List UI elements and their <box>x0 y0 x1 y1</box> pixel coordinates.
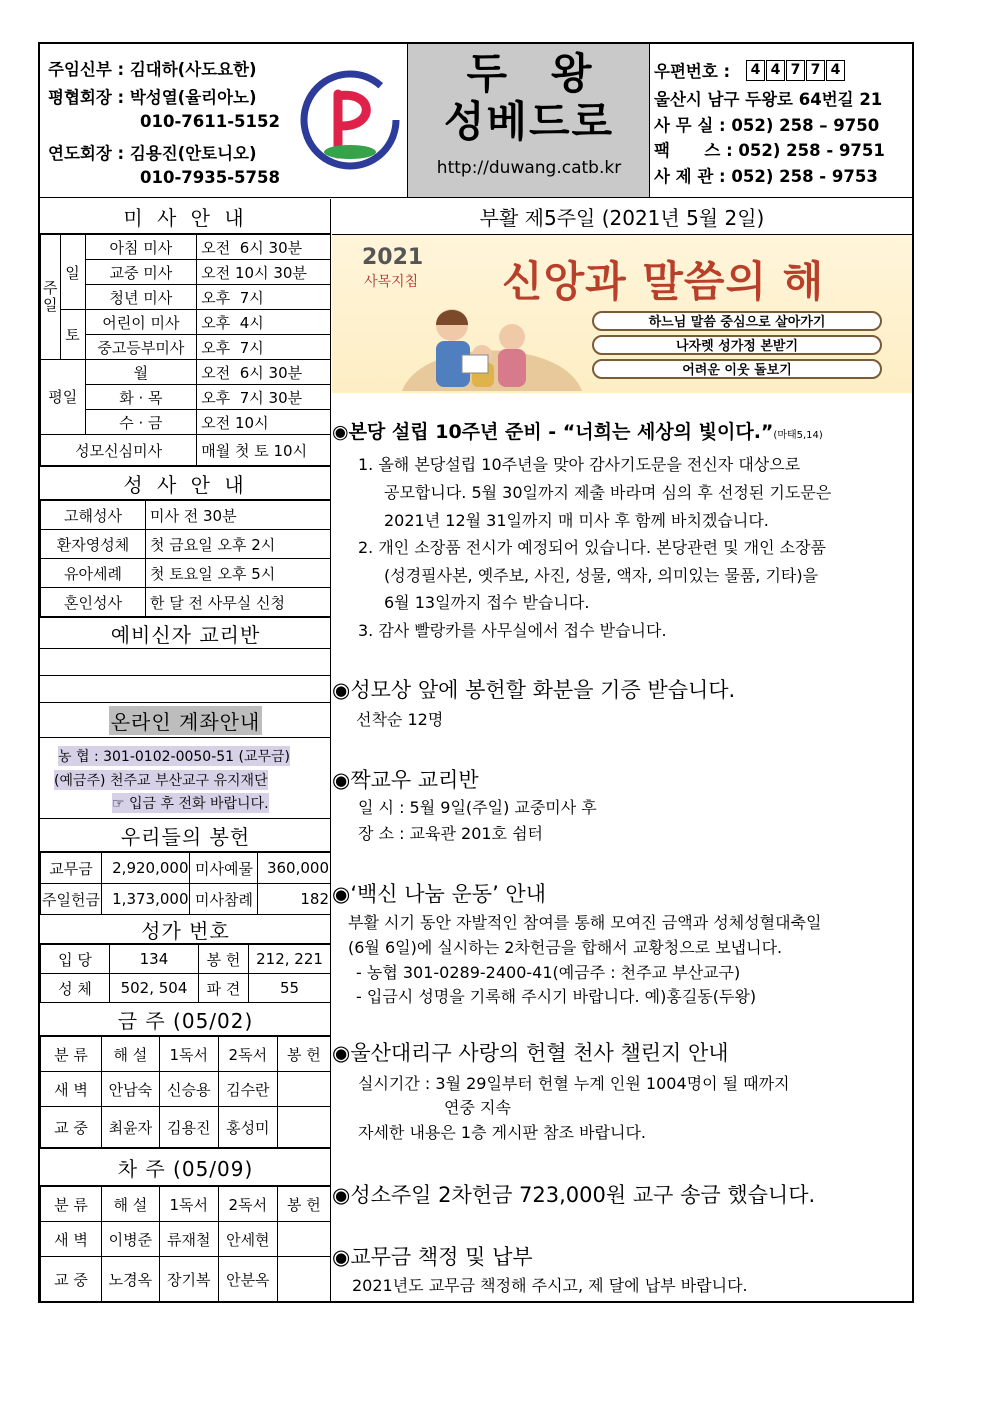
catechumen-row-empty <box>40 676 330 703</box>
address: 울산시 남구 두왕로 64번길 21 <box>654 90 883 109</box>
mass-time: 오후 7시 <box>197 285 331 310</box>
notice-line: 장 소 : 교육관 201호 쉼터 <box>358 824 544 843</box>
hymn-label: 파 견 <box>198 974 248 1003</box>
mass-name: 수 · 금 <box>85 410 197 435</box>
mass-name: 화 · 목 <box>85 385 197 410</box>
postal-digit: 4 <box>766 60 785 81</box>
offering-value: 2,920,000 <box>102 853 190 884</box>
parish-title-line2: 성베드로 <box>443 97 615 146</box>
left-column <box>40 199 331 1303</box>
mass-name: 청년 미사 <box>85 285 197 310</box>
sat-label: 토 <box>60 310 85 360</box>
notice-anniversary-heading: ◉본당 설립 10주년 준비 - “너희는 세상의 빛이다.” <box>332 421 774 443</box>
mass-time: 오전 6시 30분 <box>197 360 331 385</box>
mass-table <box>40 234 331 466</box>
role-cell: 새 벽 <box>41 1072 102 1107</box>
offering-section-title: 우리들의 봉헌 <box>40 819 331 852</box>
col-head: 2독서 <box>218 1037 277 1072</box>
reader-cell: 장기복 <box>159 1257 218 1302</box>
notice-line: 2021년 12월 31일까지 매 미사 후 함께 바치겠습니다. <box>384 511 769 530</box>
parish-name-box <box>408 44 650 197</box>
catechumen-row-empty <box>40 649 330 676</box>
reader-cell: 최윤자 <box>102 1107 160 1148</box>
notice-line: 공모합니다. 5월 30일까지 제출 바라며 심의 후 선정된 기도문은 <box>384 483 832 502</box>
mass-time: 오전 10시 <box>197 410 331 435</box>
reader-cell: 김용진 <box>159 1107 218 1148</box>
col-head: 1독서 <box>159 1037 218 1072</box>
notice-line: - 농협 301-0289-2400-41(예금주 : 천주교 부산교구) <box>356 963 741 982</box>
hymn-table <box>40 944 331 1003</box>
hymn-number: 502, 504 <box>110 974 199 1003</box>
offering-label: 미사참례 <box>190 884 258 915</box>
council-phone: 010-7611-5152 <box>140 112 280 131</box>
account-holder: (예금주) 천주교 부산교구 유지재단 <box>54 770 268 790</box>
reader-cell <box>277 1072 330 1107</box>
mass-name: 아침 미사 <box>85 235 197 260</box>
hymn-number: 212, 221 <box>249 945 331 974</box>
hymn-section-title: 성가 번호 <box>40 915 331 944</box>
mass-time: 오후 4시 <box>197 310 331 335</box>
notice-anniversary-ref: (마태5,14) <box>773 430 823 441</box>
rectory-phone: 사 제 관 : 052) 258 - 9753 <box>654 167 878 186</box>
this-week-table <box>40 1036 331 1148</box>
offering-label: 주일헌금 <box>41 884 102 915</box>
notice-line: (6월 6일)에 실시하는 2차헌금을 합해서 교황청으로 보냅니다. <box>348 938 783 957</box>
account-number: 농 협 : 301-0102-0050-51 (교무금) <box>58 746 290 766</box>
role-cell: 새 벽 <box>41 1222 102 1257</box>
col-head: 해 설 <box>102 1037 160 1072</box>
parish-logo-icon <box>298 68 402 172</box>
marian-mass-name: 성모신심미사 <box>41 435 197 466</box>
notice-vocation-title: ◉성소주일 2차헌금 723,000원 교구 송금 했습니다. <box>332 1183 816 1207</box>
header-divider <box>40 197 912 198</box>
notice-line: 1. 올해 본당설립 10주년을 맞아 감사기도문을 전신자 대상으로 <box>358 455 801 474</box>
header-address <box>650 44 914 197</box>
banner-item: 하느님 말씀 중심으로 살아가기 <box>592 311 882 331</box>
notice-dues-title: ◉교무금 책정 및 납부 <box>332 1245 533 1269</box>
notice-line: 실시기간 : 3월 29일부터 헌혈 누계 인원 1004명이 될 때까지 <box>358 1074 790 1093</box>
hymn-number: 55 <box>249 974 331 1003</box>
bulletin-page <box>38 42 914 1303</box>
mass-section-title: 미 사 안 내 <box>40 199 331 234</box>
council-president: 평협회장 : 박성열(율리아노) <box>48 88 257 107</box>
sacrament-name: 유아세례 <box>41 559 146 588</box>
banner-item: 나자렛 성가정 본받기 <box>592 335 882 355</box>
offering-table <box>40 852 331 915</box>
sacrament-desc: 첫 토요일 오후 5시 <box>146 559 331 588</box>
notice-line: 3. 감사 빨랑카를 사무실에서 접수 받습니다. <box>358 621 667 640</box>
website-link[interactable]: http://duwang.catb.kr <box>436 158 622 178</box>
postal-code <box>746 60 845 81</box>
hymn-label: 봉 헌 <box>198 945 248 974</box>
notice-anniversary-title <box>332 417 823 444</box>
notice-line: 연중 지속 <box>444 1098 511 1117</box>
sacrament-desc: 한 달 전 사무실 신청 <box>146 588 331 617</box>
pastoral-banner <box>332 235 912 393</box>
reader-cell: 안분옥 <box>218 1257 277 1302</box>
col-head: 2독서 <box>218 1187 277 1222</box>
notice-line: 자세한 내용은 1층 게시판 참조 바랍니다. <box>358 1123 646 1142</box>
sacrament-section-title: 성 사 안 내 <box>40 466 331 500</box>
mass-name: 중고등부미사 <box>85 335 197 360</box>
offering-label: 미사예물 <box>190 853 258 884</box>
notice-vaccine-title: ◉‘백신 나눔 운동’ 안내 <box>332 882 546 906</box>
offering-value: 1,373,000 <box>102 884 190 915</box>
youth-president: 연도회장 : 김용진(안토니오) <box>48 144 257 163</box>
notice-line: - 입금시 성명을 기록해 주시기 바랍니다. 예)홍길동(두왕) <box>356 987 757 1006</box>
sacrament-name: 고해성사 <box>41 501 146 530</box>
notice-blood-title: ◉울산대리구 사랑의 헌혈 천사 챌린지 안내 <box>332 1041 729 1065</box>
account-note: ☞ 입금 후 전화 바랍니다. <box>112 793 269 813</box>
mass-name: 월 <box>85 360 197 385</box>
sacrament-name: 환자영성체 <box>41 530 146 559</box>
notice-line: 2. 개인 소장품 전시가 예정되어 있습니다. 본당관련 및 개인 소장품 <box>358 538 826 557</box>
postal-label: 우편번호 : <box>654 62 731 81</box>
header-contacts <box>40 44 408 197</box>
mass-time: 오후 7시 <box>197 335 331 360</box>
hymn-number: 134 <box>110 945 199 974</box>
sacrament-desc: 미사 전 30분 <box>146 501 331 530</box>
notice-line: 6월 13일까지 접수 받습니다. <box>384 593 590 612</box>
role-cell: 교 중 <box>41 1107 102 1148</box>
sacrament-table <box>40 500 331 617</box>
col-head: 분 류 <box>41 1187 102 1222</box>
parish-title-line1: 두 왕 <box>466 49 592 98</box>
mass-name: 교중 미사 <box>85 260 197 285</box>
notice-line: 일 시 : 5월 9일(주일) 교중미사 후 <box>358 798 597 817</box>
postal-digit: 4 <box>746 60 765 81</box>
mass-name: 어린이 미사 <box>85 310 197 335</box>
reader-cell: 이병준 <box>102 1222 160 1257</box>
banner-subtitle: 사목지침 <box>364 274 419 290</box>
mass-time: 오전 10시 30분 <box>197 260 331 285</box>
postal-digit: 7 <box>786 60 805 81</box>
banner-slogan: 신앙과 말씀의 해 <box>502 257 825 306</box>
marian-mass-time: 매월 첫 토 10시 <box>197 435 331 466</box>
reader-cell: 신승용 <box>159 1072 218 1107</box>
next-week-table <box>40 1186 331 1302</box>
reader-cell <box>277 1257 330 1302</box>
reader-cell: 홍성미 <box>218 1107 277 1148</box>
notice-line: 선착순 12명 <box>356 710 444 729</box>
day-label: 일 <box>60 235 85 310</box>
online-account-box <box>40 738 330 819</box>
offering-label: 교무금 <box>41 853 102 884</box>
fax-number: 팩 스 : 052) 258 - 9751 <box>654 141 885 160</box>
col-head: 봉 헌 <box>277 1037 330 1072</box>
role-cell: 교 중 <box>41 1257 102 1302</box>
hymn-label: 성 체 <box>41 974 110 1003</box>
reader-cell: 김수란 <box>218 1072 277 1107</box>
notice-line: 2021년도 교무금 책정해 주시고, 제 달에 납부 바랍니다. <box>352 1276 748 1295</box>
online-title-text: 온라인 계좌안내 <box>109 706 263 735</box>
hymn-label: 입 당 <box>41 945 110 974</box>
weekday-label: 평일 <box>41 360 86 435</box>
reader-cell <box>277 1222 330 1257</box>
col-head: 1독서 <box>159 1187 218 1222</box>
reader-cell: 안세현 <box>218 1222 277 1257</box>
this-week-title: 금 주 (05/02) <box>40 1003 331 1036</box>
offering-value: 182 <box>258 884 331 915</box>
catechumen-section-title: 예비신자 교리반 <box>40 617 331 649</box>
postal-digit: 7 <box>806 60 825 81</box>
sacrament-desc: 첫 금요일 오후 2시 <box>146 530 331 559</box>
col-head: 해 설 <box>102 1187 160 1222</box>
notice-flowers-title: ◉성모상 앞에 봉헌할 화분을 기증 받습니다. <box>332 678 736 702</box>
banner-item: 어려운 이웃 돌보기 <box>592 359 882 379</box>
reader-cell: 안남숙 <box>102 1072 160 1107</box>
sunday-label: 주일 <box>41 235 61 360</box>
postal-digit: 4 <box>826 60 845 81</box>
sacrament-name: 혼인성사 <box>41 588 146 617</box>
sunday-date-title: 부활 제5주일 (2021년 5월 2일) <box>332 199 912 235</box>
col-head: 봉 헌 <box>277 1187 330 1222</box>
holy-family-illustration-icon <box>392 297 592 393</box>
office-phone: 사 무 실 : 052) 258 – 9750 <box>654 116 880 135</box>
reader-cell <box>277 1107 330 1148</box>
mass-time: 오전 6시 30분 <box>197 235 331 260</box>
reader-cell: 류재철 <box>159 1222 218 1257</box>
mass-time: 오후 7시 30분 <box>197 385 331 410</box>
youth-phone: 010-7935-5758 <box>140 168 280 187</box>
notice-catechism-title: ◉짝교우 교리반 <box>332 768 479 792</box>
notice-line: 부활 시기 동안 자발적인 참여를 통해 모여진 금액과 성체성혈대축일 <box>348 913 822 932</box>
next-week-title: 차 주 (05/09) <box>40 1148 331 1186</box>
online-section-title <box>40 703 331 738</box>
banner-year: 2021 <box>362 245 424 270</box>
reader-cell: 노경옥 <box>102 1257 160 1302</box>
pastor: 주임신부 : 김대하(사도요한) <box>48 60 257 79</box>
offering-value: 360,000 <box>258 853 331 884</box>
notice-line: (성경필사본, 옛주보, 사진, 성물, 액자, 의미있는 물품, 기타)을 <box>384 566 819 585</box>
col-head: 분 류 <box>41 1037 102 1072</box>
